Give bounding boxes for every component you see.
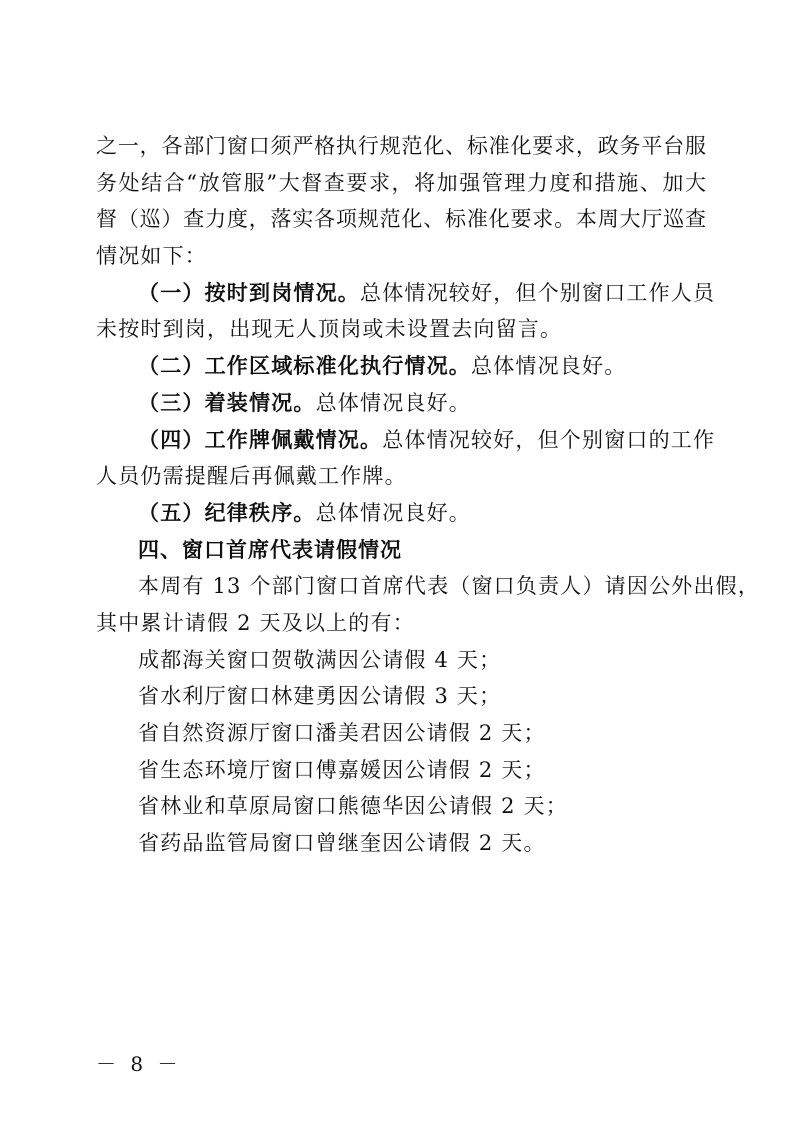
item-4-line1 <box>96 422 716 459</box>
item-1-lead: （一）按时到岗情况。 <box>138 279 360 305</box>
item-4-lead: （四）工作牌佩戴情况。 <box>138 426 383 452</box>
item-3-text: 总体情况良好。 <box>315 390 472 415</box>
item-4-line2: 人员仍需提醒后再佩戴工作牌。 <box>96 464 407 489</box>
leave-list-item: 省自然资源厅窗口潘美君因公请假 2 天； <box>138 721 546 745</box>
item-2-text: 总体情况良好。 <box>471 354 627 379</box>
intro-line: 之一，各部门窗口须严格执行规范化、标准化要求，政务平台服 <box>96 134 706 158</box>
section-4-para-line1: 本周有 13 个部门窗口首席代表（窗口负责人）请因公外出假， <box>138 574 761 599</box>
item-2 <box>96 348 706 385</box>
item-1-line2: 未按时到岗，出现无人顶岗或未设置去向留言。 <box>96 317 563 342</box>
section-4-para-line2: 其中累计请假 2 天及以上的有： <box>96 610 415 635</box>
item-1-text: 总体情况较好，但个别窗口工作人员 <box>360 280 716 305</box>
item-1-line1 <box>96 275 716 312</box>
item-5 <box>96 495 706 532</box>
leave-list-item: 成都海关窗口贺敬满因公请假 4 天； <box>138 647 502 672</box>
section-4-heading: 四、窗口首席代表请假情况 <box>138 537 402 562</box>
item-3 <box>96 385 706 422</box>
intro-line: 督（巡）查力度，落实各项规范化、标准化要求。本周大厅巡查 <box>96 207 706 232</box>
item-3-lead: （三）着装情况。 <box>138 389 316 415</box>
leave-list-item: 省生态环境厅窗口傅嘉媛因公请假 2 天； <box>138 757 546 782</box>
intro-line: 情况如下： <box>96 244 207 269</box>
page-number: － 8 － <box>96 1052 182 1076</box>
leave-list-item: 省药品监管局窗口曾继奎因公请假 2 天。 <box>138 831 546 856</box>
leave-list-item: 省林业和草原局窗口熊德华因公请假 2 天； <box>138 794 568 819</box>
item-4-text: 总体情况较好，但个别窗口的工作 <box>382 427 716 452</box>
item-5-lead: （五）纪律秩序。 <box>138 499 316 525</box>
document-body <box>96 128 761 862</box>
leave-list-item: 省水利厅窗口林建勇因公请假 3 天； <box>138 684 502 709</box>
item-2-lead: （二）工作区域标准化执行情况。 <box>138 353 471 379</box>
item-5-text: 总体情况良好。 <box>315 500 472 525</box>
intro-line: 务处结合“放管服”大督查要求，将加强管理力度和措施、加大 <box>96 170 706 195</box>
